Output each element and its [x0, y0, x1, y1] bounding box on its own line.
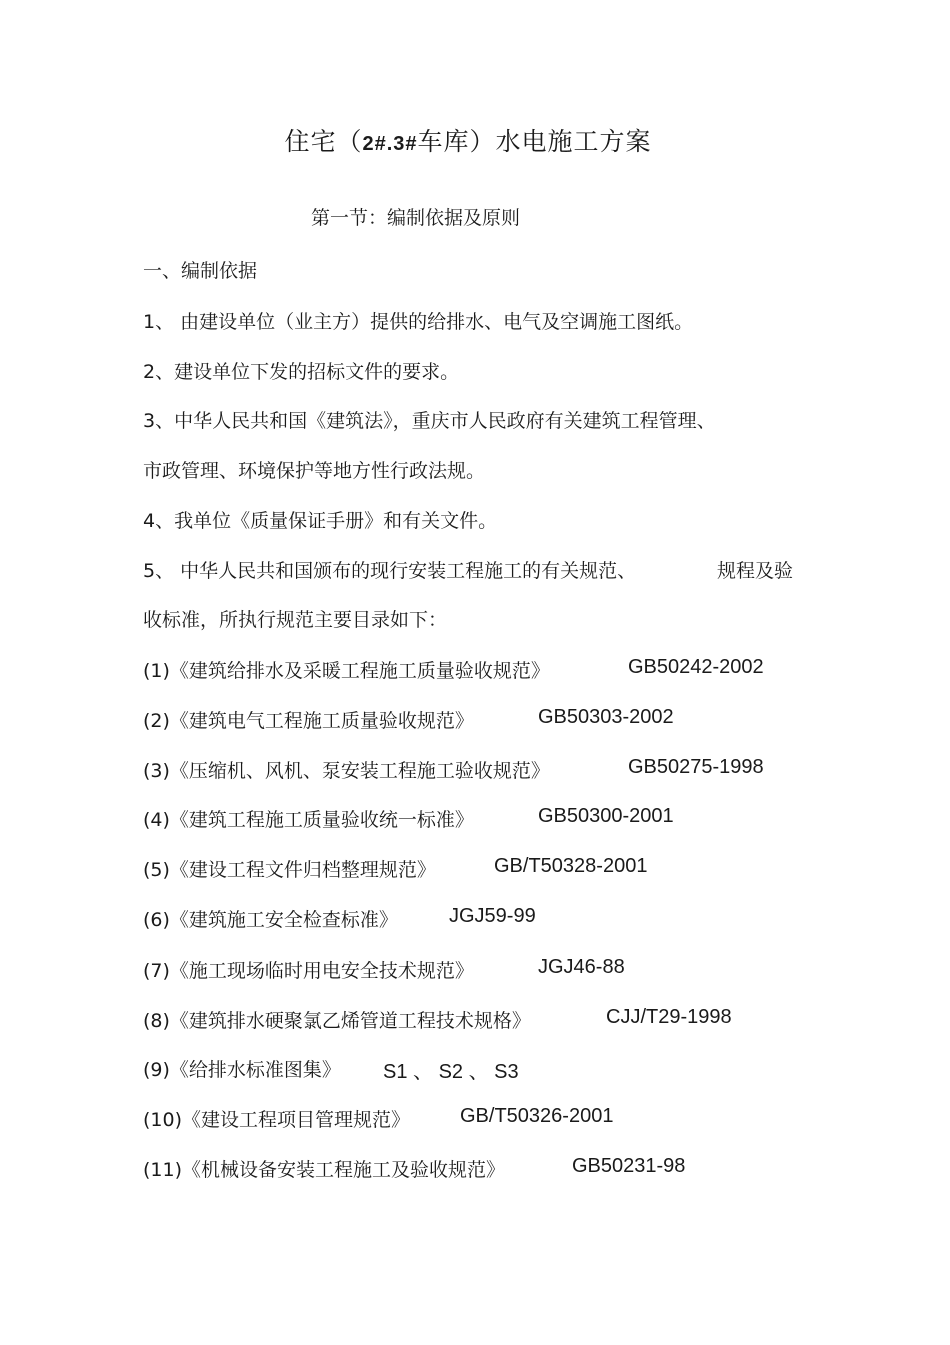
reference-item [143, 1155, 686, 1182]
reference-code: S1 、 S2 、 S3 [383, 1061, 519, 1083]
reference-code: GB50242-2002 [628, 656, 764, 678]
basis-item-3-line-1: 3、中华人民共和国《建筑法》，重庆市人民政府有关建筑工程管理、 [143, 410, 716, 432]
reference-item [143, 1006, 732, 1033]
reference-code: GB50303-2002 [538, 706, 674, 728]
basis-item-5-line-1 [143, 556, 794, 583]
title-suffix: 车库）水电施工方案 [417, 127, 652, 156]
reference-code: GB/T50328-2001 [494, 855, 648, 877]
reference-name: (8)《建筑排水硬聚氯乙烯管道工程技术规格》 [143, 1010, 531, 1032]
reference-code: JGJ59-99 [449, 905, 536, 927]
reference-name: (11)《机械设备安装工程施工及验收规范》 [143, 1159, 506, 1181]
basis-item-5-text: 5、 中华人民共和国颁布的现行安装工程施工的有关规范、 [143, 560, 637, 582]
reference-item [143, 656, 764, 683]
reference-code: JGJ46-88 [538, 956, 625, 978]
reference-item [143, 905, 536, 932]
basis-item-2: 2、建设单位下发的招标文件的要求。 [143, 361, 460, 383]
reference-code: CJJ/T29-1998 [606, 1006, 732, 1028]
section-heading: 第一节：编制依据及原则 [311, 207, 521, 229]
reference-code: GB50231-98 [572, 1155, 686, 1177]
reference-name: (9)《给排水标准图集》 [143, 1059, 341, 1081]
reference-name: (1)《建筑给排水及采暖工程施工质量验收规范》 [143, 660, 550, 682]
basis-item-1: 1、 由建设单位（业主方）提供的给排水、电气及空调施工图纸。 [143, 311, 694, 333]
reference-name: (3)《压缩机、风机、泵安装工程施工验收规范》 [143, 760, 550, 782]
basis-item-4: 4、我单位《质量保证手册》和有关文件。 [143, 510, 498, 532]
document-title [0, 122, 936, 158]
reference-name: (2)《建筑电气工程施工质量验收规范》 [143, 710, 474, 732]
reference-name: (10)《建设工程项目管理规范》 [143, 1109, 411, 1131]
reference-name: (4)《建筑工程施工质量验收统一标准》 [143, 809, 474, 831]
reference-item [143, 956, 625, 983]
basis-item-5-text-tail: 规程及验 [717, 560, 794, 582]
reference-item [143, 1105, 614, 1132]
reference-name: (6)《建筑施工安全检查标准》 [143, 909, 398, 931]
reference-item [143, 706, 674, 733]
reference-item [143, 1055, 519, 1083]
reference-code: GB/T50326-2001 [460, 1105, 614, 1127]
reference-item [143, 756, 764, 783]
reference-code: GB50275-1998 [628, 756, 764, 778]
reference-name: (7)《施工现场临时用电安全技术规范》 [143, 960, 474, 982]
title-building-numbers: 2#.3# [362, 133, 418, 155]
sub-heading: 一、编制依据 [143, 260, 258, 282]
reference-item [143, 855, 648, 882]
title-prefix: 住宅（ [284, 127, 363, 156]
reference-name: (5)《建设工程文件归档整理规范》 [143, 859, 436, 881]
basis-item-3-line-2: 市政管理、环境保护等地方性行政法规。 [143, 460, 486, 482]
reference-code: GB50300-2001 [538, 805, 674, 827]
basis-item-5-line-2: 收标准，所执行规范主要目录如下： [143, 609, 448, 631]
reference-item [143, 805, 674, 832]
